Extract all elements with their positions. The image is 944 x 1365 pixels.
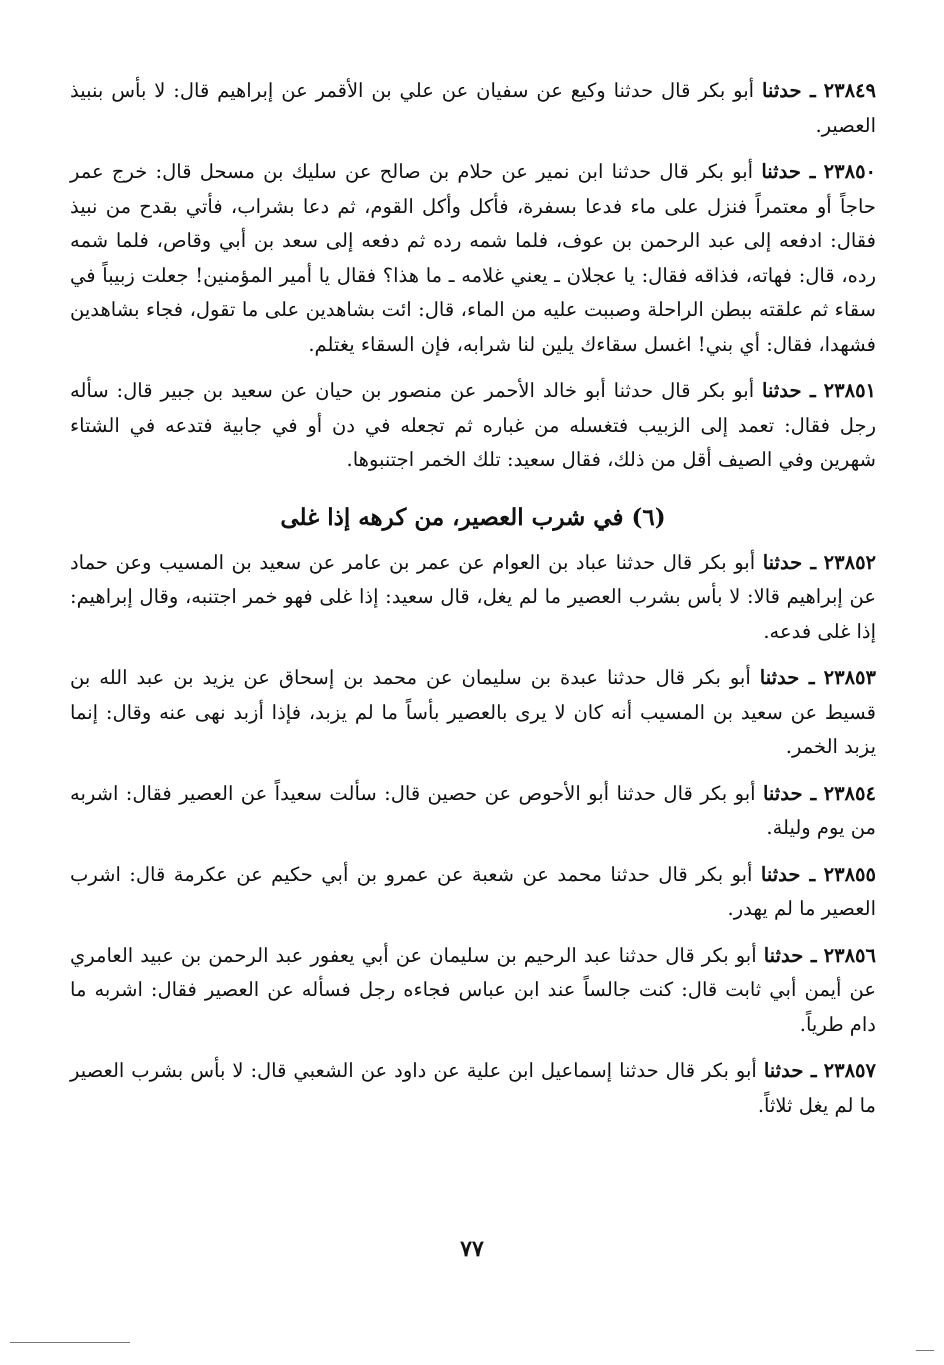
hadith-text: أبو بكر قال حدثنا أبو الأحوص عن حصين قال: سألت سعيداً عن العصير فقال: اشربه من يوم وليلة. <box>70 781 876 839</box>
hadith-text: أبو بكر قال حدثنا محمد عن شعبة عن عمرو بن أبي حكيم عن عكرمة قال: اشرب العصير ما لم يهدر. <box>70 862 876 920</box>
hadith-paragraph <box>70 939 876 1043</box>
hadith-number: ٢٣٨٥١ <box>823 379 877 402</box>
chapter-heading: (٦) في شرب العصير، من كرهه إذا غلى <box>280 503 666 531</box>
paragraph-group-1 <box>70 74 876 478</box>
hadith-number: ٢٣٨٥٦ <box>823 943 877 967</box>
hadith-lead: ـ حدثنا <box>762 550 817 574</box>
hadith-number: ٢٣٨٥٥ <box>823 862 876 886</box>
hadith-text: أبو بكر قال حدثنا إسماعيل ابن علية عن داود عن الشعبي قال: لا بأس بشرب العصير ما لم يغل ثلاثاً. <box>70 1059 876 1117</box>
hadith-text: أبو بكر قال حدثنا عباد بن العوام عن عمر بن عامر عن سعيد بن المسيب وعن حماد عن إبراهيم قالا: لا بأس بشرب العصير ما لم يغل، قال سعيد: إذا غلى فهو خمر اجتنبه، وقال إبراهيم: إذا غلى فدعه. <box>70 550 876 643</box>
hadith-text: أبو بكر قال حدثنا وكيع عن سفيان عن علي بن الأقمر عن إبراهيم قال: لا بأس بنبيذ العصير. <box>70 79 876 137</box>
hadith-lead: ـ حدثنا <box>763 943 817 967</box>
hadith-number: ٢٣٨٤٩ <box>823 79 877 102</box>
hadith-text: أبو بكر قال حدثنا ابن نمير عن حلام بن صالح عن سليك بن مسحل قال: خرج عمر حاجاً أو معتمراً فنزل على ماء فدعا بسفرة، فأكل وأكل القوم، ثم دعا بشراب، فأتي بقدح من نبيذ فقال: ادفعه إلى عبد الرحمن بن عوف، فلما شمه رده ثم دفعه إلى سعد بن أبي وقاص، فلما شمه رده، قال: فهاته، فذاقه فقال: يا عجلان ـ يعني غلامه ـ ما هذا؟ فقال يا أمير المؤمنين! جعلت زبيباً في سقاء ثم علقته ببطن الراحلة وصببت عليه من الماء، قال: ائت بشاهدين على ما تقول، فجاء بشاهدين فشهدا، فقال: أي بني! اغسل سقاءك يلين لنا شرابه، فإن السقاء يغتلم. <box>70 160 876 356</box>
hadith-lead: ـ حدثنا <box>762 79 816 102</box>
hadith-text: أبو بكر قال حدثنا أبو خالد الأحمر عن منصور بن حيان عن سعيد بن جبير قال: سأله رجل فقال: تعمد إلى الزبيب فتغسله من غباره ثم تجعله في دن أو في جابية فتدعه في الشتاء شهرين وفي الصيف أقل من ذلك، فقال سعيد: تلك الخمر اجتنبوها. <box>70 379 876 471</box>
hadith-lead: ـ حدثنا <box>762 379 816 402</box>
hadith-lead: ـ حدثنا <box>759 666 815 689</box>
scan-mark-right <box>916 1350 934 1351</box>
hadith-paragraph <box>70 1054 876 1123</box>
hadith-number: ٢٣٨٥٣ <box>823 666 876 689</box>
hadith-number: ٢٣٨٥٧ <box>823 1059 877 1082</box>
scan-mark-left <box>10 1342 130 1343</box>
hadith-number: ٢٣٨٥٤ <box>823 781 876 805</box>
page-body <box>70 74 876 1135</box>
hadith-paragraph <box>70 155 876 362</box>
hadith-lead: ـ حدثنا <box>763 1059 817 1082</box>
hadith-lead: ـ حدثنا <box>762 781 817 805</box>
hadith-paragraph <box>70 777 876 846</box>
hadith-number: ٢٣٨٥٢ <box>823 550 877 574</box>
hadith-lead: ـ حدثنا <box>761 160 816 183</box>
hadith-text: أبو بكر قال حدثنا عبدة بن سليمان عن محمد بن إسحاق عن يزيد بن عبد الله بن قسيط عن سعيد بن المسيب أنه كان لا يرى بالعصير بأساً ما لم يزبد، فإذا أزبد نهى عنه وقال: إنما يزبد الخمر. <box>70 666 876 758</box>
page-number: ٧٧ <box>460 1236 484 1262</box>
hadith-paragraph <box>70 858 876 927</box>
paragraph-group-2 <box>70 546 876 1124</box>
hadith-number: ٢٣٨٥٠ <box>823 160 877 183</box>
hadith-paragraph <box>70 546 876 650</box>
hadith-paragraph <box>70 374 876 478</box>
hadith-paragraph <box>70 74 876 143</box>
hadith-lead: ـ حدثنا <box>760 862 816 886</box>
hadith-text: أبو بكر قال حدثنا عبد الرحيم بن سليمان عن أبي يعفور عبد الرحمن بن عبيد العامري عن أيمن أبي ثابت قال: كنت جالساً عند ابن عباس فجاءه رجل فسأله عن العصير فقال: اشربه ما دام طرياً. <box>70 943 876 1036</box>
hadith-paragraph <box>70 661 876 765</box>
